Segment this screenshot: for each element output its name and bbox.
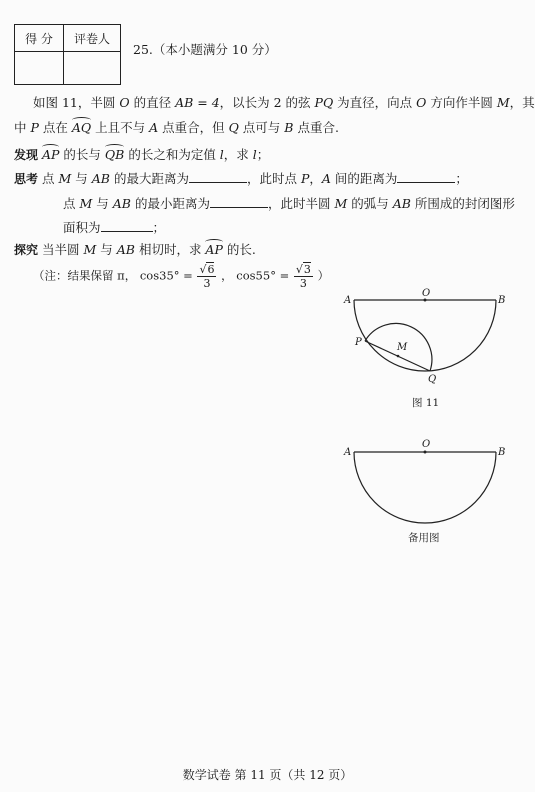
text: 方向作半圆 [426, 95, 497, 110]
var: O [416, 95, 427, 110]
text: 的长之和为定值 [124, 147, 220, 162]
intro-line-2 [14, 118, 339, 136]
text: 的最小距离为 [130, 196, 210, 211]
note-prefix: （注：结果保留 π， cos35° = [33, 268, 193, 283]
note-end: ） [317, 268, 330, 283]
text: 与 [71, 171, 92, 186]
var: O [119, 95, 130, 110]
text: 如图 11，半圆 [33, 95, 120, 110]
var: AB [116, 242, 135, 257]
point-M [397, 355, 400, 358]
var: Q [228, 120, 239, 135]
text: 间的距离为 [330, 171, 398, 186]
text: 的长. [222, 242, 256, 257]
var: PQ [314, 95, 334, 110]
think-line-1 [14, 169, 468, 187]
text: 相切时，求 [134, 242, 206, 257]
label-O: O [422, 288, 431, 299]
label-A: A [344, 295, 352, 306]
figure-11 [340, 288, 510, 388]
var: M [496, 95, 510, 110]
var: AB = 4 [175, 95, 220, 110]
answer-blank[interactable] [189, 171, 247, 183]
question-header [133, 40, 277, 58]
point-O [424, 451, 427, 454]
question-points: （本小题满分 10 分） [152, 42, 277, 57]
var: M [334, 196, 348, 211]
figure-11-caption: 图 11 [412, 397, 440, 409]
intro-line-1 [33, 93, 535, 111]
label-B: B [498, 295, 506, 306]
explore-label: 探究 [14, 243, 39, 257]
text: 上且不与 [91, 120, 150, 135]
question-number: 25. [133, 42, 153, 57]
label-A: A [344, 447, 352, 458]
text: 与 [96, 242, 117, 257]
fraction-sqrt6-over-3 [197, 263, 216, 290]
text: ，此时半圆 [267, 196, 335, 211]
text: ，求 [223, 147, 253, 162]
var: l [252, 147, 257, 162]
text: 的直径 [129, 95, 176, 110]
var: P [30, 120, 39, 135]
var: AB [91, 171, 110, 186]
var: AB [392, 196, 411, 211]
text: ，以长为 2 的弦 [219, 95, 315, 110]
label-P: P [355, 337, 362, 348]
text: 与 [92, 196, 113, 211]
answer-blank[interactable] [397, 171, 455, 183]
var: A [149, 120, 159, 135]
var: AB [112, 196, 131, 211]
think-line-3 [63, 218, 165, 236]
text: 点重合. [293, 120, 339, 135]
denominator: 3 [203, 277, 211, 290]
var: A [321, 171, 331, 186]
arc-QB: QB [104, 147, 125, 162]
sqrt: √6 [199, 263, 215, 276]
denominator: 3 [299, 277, 307, 290]
label-B: B [498, 447, 506, 458]
text: 的最大距离为 [109, 171, 189, 186]
text: 点可与 [238, 120, 285, 135]
text: 当半圆 [42, 242, 84, 257]
text: 点 [42, 171, 59, 186]
text: 点在 [38, 120, 72, 135]
arc-AP: AP [42, 147, 60, 162]
arc-AQ: AQ [71, 120, 92, 135]
var: B [284, 120, 294, 135]
text: ，其 [509, 95, 535, 110]
numerator [197, 263, 216, 277]
backup-figure [340, 438, 510, 528]
var: P [300, 171, 310, 186]
label-O: O [422, 439, 431, 450]
text: 为直径，向点 [333, 95, 417, 110]
text: 点 [63, 196, 80, 211]
text: 点重合，但 [158, 120, 229, 135]
var: M [79, 196, 93, 211]
discover-label: 发现 [14, 148, 39, 162]
var: M [58, 171, 72, 186]
semicircle-O [354, 300, 496, 371]
text: ， [309, 171, 322, 186]
note-mid: ， cos55° = [221, 268, 290, 283]
fraction-sqrt3-over-3 [294, 263, 313, 290]
text: 所围成的封闭图形 [410, 196, 515, 211]
radicand: 6 [207, 263, 215, 276]
backup-figure-caption: 备用图 [408, 532, 440, 544]
think-line-2 [63, 194, 515, 212]
text: ； [256, 147, 270, 162]
note [33, 263, 329, 290]
text: 的弧与 [347, 196, 393, 211]
var: M [83, 242, 97, 257]
label-M: M [397, 342, 408, 353]
grader-cell [64, 52, 121, 85]
var: l [219, 147, 224, 162]
sqrt: √3 [295, 263, 311, 276]
numerator [294, 263, 313, 277]
text: 的长与 [59, 147, 105, 162]
radicand: 3 [303, 263, 311, 276]
grader-header: 评卷人 [64, 25, 121, 52]
text: ； [455, 171, 468, 186]
semicircle-O [354, 452, 496, 523]
discover-line [14, 145, 269, 163]
text: 面积为 [63, 220, 101, 235]
text: ； [152, 220, 166, 235]
page-footer: 数学试卷 第 11 页（共 12 页） [182, 768, 353, 782]
answer-blank[interactable] [101, 220, 153, 232]
score-cell [15, 52, 64, 85]
label-Q: Q [428, 374, 437, 385]
answer-blank[interactable] [210, 196, 268, 208]
score-header: 得 分 [15, 25, 64, 52]
text: ，此时点 [246, 171, 301, 186]
think-label: 思考 [14, 172, 39, 186]
text: 中 [14, 120, 31, 135]
score-table [14, 24, 121, 85]
arc-AP: AP [205, 242, 223, 257]
explore-line [14, 240, 256, 258]
